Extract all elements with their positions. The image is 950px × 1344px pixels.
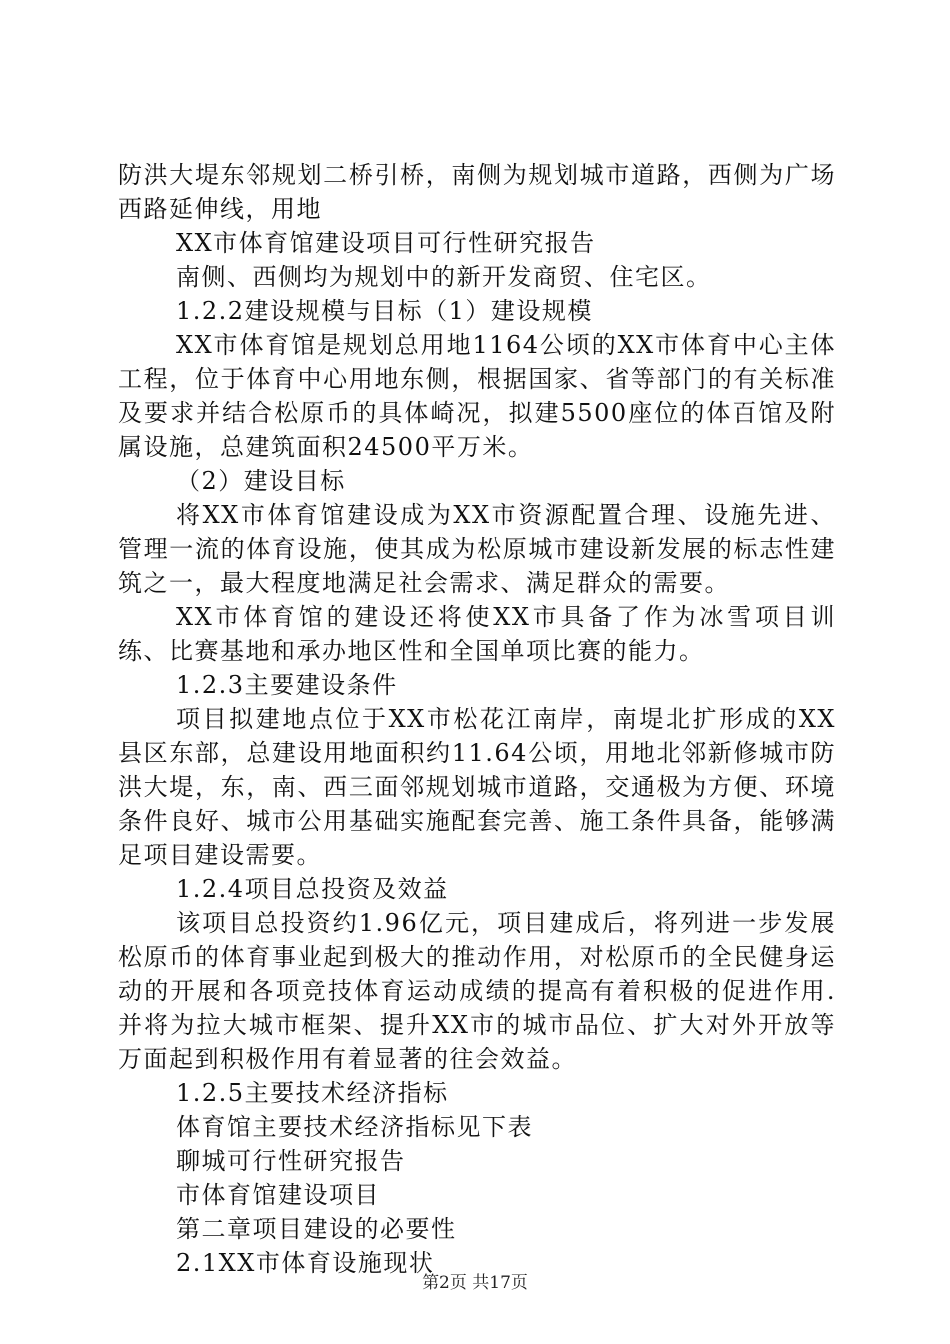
paragraph-12: 该项目总投资约1.96亿元，项目建成后，将列进一步发展松原币的体育事业起到极大的推动作用，对松原币的全民健身运动的开展和各项竞技体育运动成绩的提高有着积极的促进作用.并将为拉大城市框架、提升XX市的城市品位、扩大对外开放等万面起到积极作用有着显著的往会效益。 [118, 909, 836, 1073]
subheading-construction-goal: （2）建设目标 [176, 467, 346, 495]
paragraph-7: 将XX市体育馆建设成为XX市资源配置合理、设施先进、管理一流的体育设施，使其成为松原城市建设新发展的标志性建筑之一，最大程度地满足社会需求、满足群众的需要。 [118, 501, 836, 597]
paragraph-8: XX市体育馆的建设还将使XX市具备了作为冰雪项目训练、比赛基地和承办地区性和全国单项比赛的能力。 [118, 603, 836, 665]
section-heading-1-2-2: 1.2.2建设规模与目标（1）建设规模 [176, 297, 593, 325]
section-heading-2-1: 2.1XX市体育设施现状 [176, 1249, 435, 1277]
paragraph-10: 项目拟建地点位于XX市松花江南岸，南堤北扩形成的XX县区东部，总建设用地面积约11.64公顷，用地北邻新修城市防洪大堤，东，南、西三面邻规划城市道路，交通极为方便、环境条件良好、城市公用基础实施配套完善、施工条件具备，能够满足项目建设需要。 [118, 705, 836, 869]
section-heading-1-2-3: 1.2.3主要建设条件 [176, 671, 398, 699]
section-heading-1-2-5: 1.2.5主要技术经济指标 [176, 1079, 449, 1107]
chapter-heading-2: 第二章项目建设的必要性 [176, 1215, 457, 1243]
paragraph-3: 南侧、西侧均为规划中的新开发商贸、住宅区。 [176, 263, 712, 291]
paragraph-15: 聊城可行性研究报告 [176, 1147, 406, 1175]
section-heading-1-2-4: 1.2.4项目总投资及效益 [176, 875, 449, 903]
paragraph-5: XX市体育馆是规划总用地1164公顷的XX市体育中心主体工程，位于体育中心用地东侧，根据国家、省等部门的有关标准及要求并结合松原币的具体崎况，拟建5500座位的体百馆及附属设施，总建筑面积24500平万米。 [118, 331, 836, 461]
page-number-footer: 第2页 共17页 [422, 1273, 528, 1293]
paragraph-16: 市体育馆建设项目 [176, 1181, 380, 1209]
paragraph-1: 防洪大堤东邻规划二桥引桥，南侧为规划城市道路，西侧为广场西路延伸线，用地 [118, 161, 836, 223]
document-body [118, 158, 836, 1280]
paragraph-2: XX市体育馆建设项目可行性研究报告 [176, 229, 596, 257]
paragraph-14: 体育馆主要技术经济指标见下表 [176, 1113, 533, 1141]
